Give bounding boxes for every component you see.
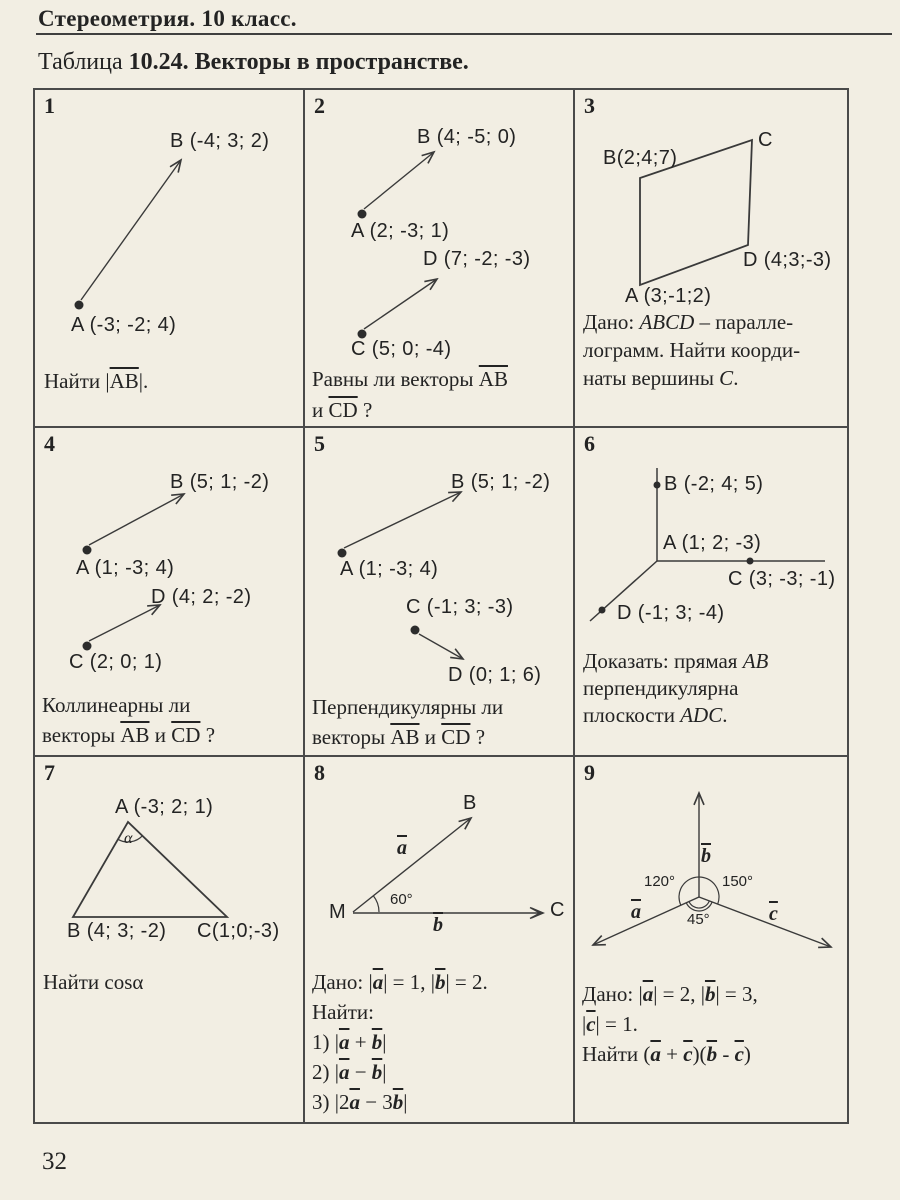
task-text: [582, 979, 758, 1069]
task-line: Равны ли векторы $\overline{AB}$: [312, 367, 508, 391]
point-label-a: A (1; -3; 4): [340, 558, 439, 580]
cell-number: 4: [44, 431, 55, 456]
task-line: наты вершины C.: [583, 366, 739, 390]
angle-arc-60: [373, 896, 379, 912]
task-line: лограмм. Найти коорди-: [583, 338, 801, 362]
task-line: Найти $(\overline{a} + \overline{c})(\overline{b} - \overline{c})$: [582, 1042, 751, 1066]
task-text: [583, 648, 768, 729]
point-label-a: A (2; -3; 1): [351, 220, 450, 242]
point-label-d: D (4; 2; -2): [151, 586, 252, 608]
cell-number: 7: [44, 760, 55, 785]
task-line: векторы $\overline{AB}$ и $\overline{CD}$ ?: [312, 725, 486, 749]
point-label-d: D (0; 1; 6): [448, 664, 542, 686]
vector-label-a: $\overline{a}$: [631, 901, 641, 923]
vector-label-c: $\overline{c}$: [769, 903, 778, 925]
point-label-c: C (2; 0; 1): [69, 651, 163, 673]
vector-label-a: $\overline{a}$: [397, 837, 407, 859]
task-text: [44, 366, 148, 396]
problem-cell-8: [305, 757, 575, 1122]
point-label-b: B: [463, 792, 477, 814]
vector-label-b: $\overline{b}$: [433, 914, 443, 936]
point-dot-a: [338, 549, 347, 558]
point-label-a: A (3;-1;2): [625, 285, 712, 307]
point-label-d: D (-1; 3; -4): [617, 602, 725, 624]
vector-ab-arrow: [89, 494, 184, 545]
point-dot-c: [83, 642, 92, 651]
task-line: перпендикулярна: [583, 676, 739, 700]
task-text: [43, 967, 143, 997]
point-label-c: C: [758, 129, 773, 151]
angle-label-150: 150°: [722, 873, 754, 890]
point-label-a: A (1; -3; 4): [76, 557, 175, 579]
task-text: [583, 308, 800, 392]
task-line: векторы $\overline{AB}$ и $\overline{CD}$ ?: [42, 723, 216, 747]
point-label-a: A (-3; 2; 1): [115, 796, 214, 818]
point-label-a: A (-3; -2; 4): [71, 314, 177, 336]
point-label-b: B (5; 1; -2): [451, 471, 551, 493]
angle-label-45: 45°: [687, 911, 710, 928]
problem-cell-9: [575, 757, 847, 1122]
page-title: [38, 49, 469, 76]
point-dot-c: [411, 626, 420, 635]
point-label-d: D (4;3;-3): [743, 249, 832, 271]
angle-label-alpha: α: [124, 830, 133, 847]
task-line: Перпендикулярны ли: [312, 695, 504, 719]
point-dot-b: [654, 482, 661, 489]
problems-table: [33, 88, 849, 1124]
point-label-m: M: [329, 901, 347, 923]
vector-a-arrow: [593, 897, 699, 945]
page-title-main: 10.24. Векторы в пространстве.: [128, 49, 469, 75]
task-line: Дано: ABCD – паралле-: [583, 310, 794, 334]
angle-label-120: 120°: [644, 873, 676, 890]
task-line: Коллинеарны ли: [42, 693, 191, 717]
task-line: 1) $|\overline{a} + \overline{b}|$: [312, 1030, 387, 1054]
point-label-b: B(2;4;7): [603, 147, 678, 169]
cell-number: 9: [584, 760, 595, 785]
angle-label-60: 60°: [390, 891, 413, 908]
point-label-b: B (-4; 3; 2): [170, 130, 270, 152]
task-line: 3) $|2\overline{a} - 3\overline{b}|$: [312, 1090, 408, 1114]
point-label-c: C (5; 0; -4): [351, 338, 452, 360]
cell-number: 2: [314, 93, 325, 118]
point-label-c: C(1;0;-3): [197, 920, 280, 942]
point-label-c: C (3; -3; -1): [728, 568, 836, 590]
point-label-b: B (-2; 4; 5): [664, 473, 764, 495]
task-line: Найти cosα: [43, 970, 144, 994]
point-label-a: A (1; 2; -3): [663, 532, 762, 554]
task-line: $|\overline{c}| = 1$.: [582, 1012, 638, 1036]
point-dot-a: [358, 210, 367, 219]
problem-cell-1: [35, 90, 305, 428]
triangle-abc: [73, 822, 227, 917]
point-dot-d: [599, 607, 606, 614]
problem-cell-4: [35, 428, 305, 757]
task-line: Найти:: [312, 1000, 374, 1024]
problem-cell-6: [575, 428, 847, 757]
vector-c-arrow: [699, 897, 831, 947]
vector-cd-arrow: [419, 634, 463, 659]
cell-number: 6: [584, 431, 595, 456]
vector-cd-arrow: [364, 279, 437, 329]
task-text: [42, 690, 215, 750]
problem-cell-3: [575, 90, 847, 428]
cell-number: 3: [584, 93, 595, 118]
vector-cd-arrow: [89, 605, 160, 641]
task-text: [312, 692, 503, 752]
point-dot-c: [747, 558, 754, 565]
vector-ab-arrow: [344, 492, 461, 548]
point-dot-a: [83, 546, 92, 555]
task-line: плоскости ADC.: [583, 703, 728, 727]
header-rule: [36, 33, 892, 35]
vector-ab-arrow: [81, 160, 181, 300]
cell-number: 8: [314, 760, 325, 785]
point-dot-a: [75, 301, 84, 310]
task-line: Дано: $|\overline{a}| = 1$, $|\overline{b}| = 2$.: [312, 970, 488, 994]
cell-number: 5: [314, 431, 325, 456]
task-line: и $\overline{CD}$ ?: [312, 398, 373, 422]
task-line: Дано: $|\overline{a}| = 2$, $|\overline{b}| = 3$,: [582, 982, 758, 1006]
point-label-c: C: [550, 899, 565, 921]
task-line: Найти $|\overline{AB}|$.: [44, 369, 149, 393]
point-label-b: B (4; 3; -2): [67, 920, 167, 942]
point-label-c: C (-1; 3; -3): [406, 596, 514, 618]
task-text: [312, 967, 488, 1117]
task-line: 2) $|\overline{a} - \overline{b}|$: [312, 1060, 387, 1084]
point-label-d: D (7; -2; -3): [423, 248, 531, 270]
cell-number: 1: [44, 93, 55, 118]
problem-cell-2: [305, 90, 575, 428]
task-line: Доказать: прямая AB: [583, 649, 769, 673]
page-number: 32: [42, 1148, 67, 1175]
vector-ab-arrow: [364, 152, 434, 209]
angle-arc-45-inner: [689, 901, 709, 908]
task-text: [312, 364, 508, 426]
page-title-prefix: Таблица: [38, 49, 129, 75]
vector-label-b: $\overline{b}$: [701, 845, 711, 867]
point-label-b: B (4; -5; 0): [417, 126, 517, 148]
page-header: Стереометрия. 10 класс.: [38, 6, 297, 31]
problem-cell-5: [305, 428, 575, 757]
point-label-b: B (5; 1; -2): [170, 471, 270, 493]
problem-cell-7: [35, 757, 305, 1122]
